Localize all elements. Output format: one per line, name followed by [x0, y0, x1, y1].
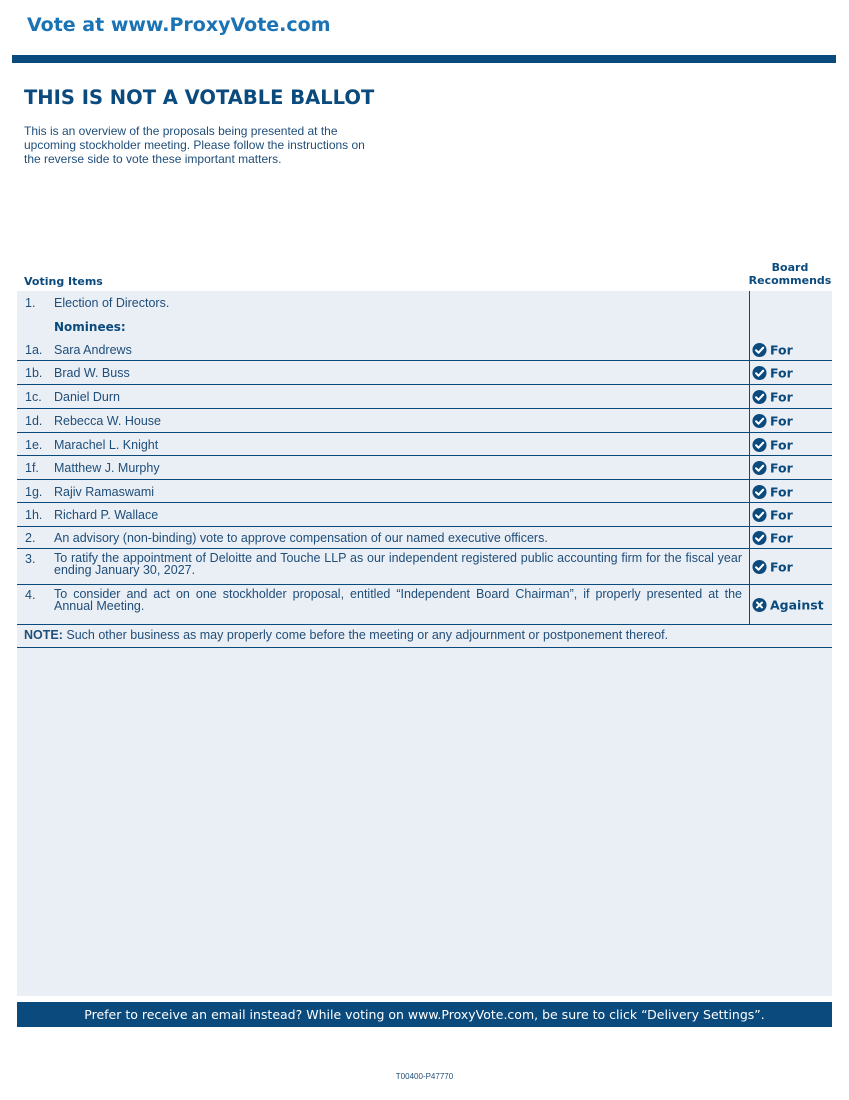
board-label-line: Board [771, 261, 809, 274]
notice-heading: THIS IS NOT A VOTABLE BALLOT [24, 86, 375, 109]
item-number: 1f. [25, 461, 39, 475]
check-circle-icon [752, 390, 767, 405]
item-text: Sara Andrews [54, 342, 132, 357]
item-text: Rajiv Ramaswami [54, 484, 155, 499]
item-text: Brad W. Buss [54, 366, 130, 380]
x-circle-icon [752, 598, 767, 613]
board-recommendation [752, 366, 793, 381]
board-recommendation [752, 437, 793, 452]
item-number: 1g. [25, 484, 43, 499]
intro-line: upcoming stockholder meeting. Please follow the instructions on [24, 138, 365, 152]
item-number: 1e. [25, 437, 43, 452]
recommendation-label: For [770, 507, 793, 523]
board-recommends-header [748, 261, 832, 287]
recommendation-label: Against [770, 597, 824, 613]
board-recommendation [752, 461, 793, 476]
board-recommendation [752, 531, 793, 546]
item-text: Election of Directors. [54, 296, 170, 310]
board-recommendation [752, 560, 793, 575]
item-number: 1a. [25, 342, 43, 357]
voting-item-row [17, 527, 832, 549]
item-text: An advisory (non-binding) vote to approve compensation of our named executive officers. [54, 531, 548, 545]
check-circle-icon [752, 531, 767, 546]
notice-intro [24, 124, 424, 166]
item-number: 3. [25, 552, 36, 566]
item-text: To consider and act on one stockholder proposal, entitled “Independent Board Chairman”, if properly presented at the Annual Meeting. [54, 587, 742, 613]
item-number: 1. [25, 296, 36, 310]
item-number: 1c. [25, 390, 42, 404]
item-text: Matthew J. Murphy [54, 461, 160, 475]
board-recommendation [752, 414, 793, 429]
voting-item-row [17, 385, 832, 409]
item-number: 2. [25, 531, 36, 545]
item-text: Rebecca W. House [54, 414, 161, 428]
item-number: 4. [25, 588, 36, 602]
board-recommendation [752, 342, 793, 357]
check-circle-icon [752, 414, 767, 429]
delivery-settings-banner: Prefer to receive an email instead? While voting on www.ProxyVote.com, be sure to click “Delivery Settings”. [17, 1002, 832, 1027]
voting-items-header: Voting Items [24, 275, 103, 288]
note-row [24, 628, 839, 642]
check-circle-icon [752, 560, 767, 575]
document-code: T00400-P47770 [395, 1072, 454, 1081]
recommendation-label: For [770, 413, 793, 429]
nominees-subheading: Nominees: [54, 320, 126, 334]
check-circle-icon [752, 461, 767, 476]
check-circle-icon [752, 366, 767, 381]
voting-item-row [17, 433, 832, 456]
item-text: Daniel Durn [54, 390, 121, 404]
voting-item-row [17, 549, 832, 585]
board-recommendation [752, 390, 793, 405]
recommendation-label: For [770, 530, 793, 546]
item-number: 1d. [25, 414, 43, 428]
check-circle-icon [752, 342, 767, 357]
check-circle-icon [752, 437, 767, 452]
voting-item-row [17, 316, 832, 338]
item-text: Richard P. Wallace [54, 508, 159, 522]
item-text: Marachel L. Knight [54, 437, 159, 452]
note-divider [17, 647, 832, 648]
check-circle-icon [752, 484, 767, 499]
header-divider [12, 55, 836, 63]
recommendation-label: For [770, 437, 793, 452]
intro-line: This is an overview of the proposals being presented at the [24, 124, 338, 138]
voting-item-row [17, 361, 832, 385]
item-text: To ratify the appointment of Deloitte and Touche LLP as our independent registered public accounting firm for the fiscal year ending January 30, 2027. [54, 551, 742, 577]
voting-item-row [17, 480, 832, 503]
recommendation-label: For [770, 365, 793, 381]
recommendation-label: For [770, 559, 793, 575]
recommendation-label: For [770, 389, 793, 405]
voting-item-row [17, 503, 832, 527]
recommendation-label: For [770, 342, 793, 357]
voting-item-row [17, 338, 832, 361]
recommendation-label: For [770, 460, 793, 476]
proxyvote-header-title: Vote at www.ProxyVote.com [27, 14, 331, 36]
item-number: 1b. [25, 366, 43, 380]
voting-item-row [17, 585, 832, 625]
board-recommendation [752, 508, 793, 523]
voting-item-row [17, 409, 832, 433]
note-text: Such other business as may properly come before the meeting or any adjournment or postponement thereof. [62, 628, 669, 642]
board-recommendation [752, 598, 824, 613]
board-recommendation [752, 484, 793, 499]
item-number: 1h. [25, 508, 43, 522]
voting-item-row [17, 456, 832, 480]
check-circle-icon [752, 508, 767, 523]
voting-item-row [17, 293, 832, 313]
recommendation-label: For [770, 484, 793, 499]
intro-line: the reverse side to vote these important matters. [24, 152, 282, 166]
board-label-line: Recommends [748, 274, 832, 287]
note-label: NOTE: [24, 628, 63, 642]
